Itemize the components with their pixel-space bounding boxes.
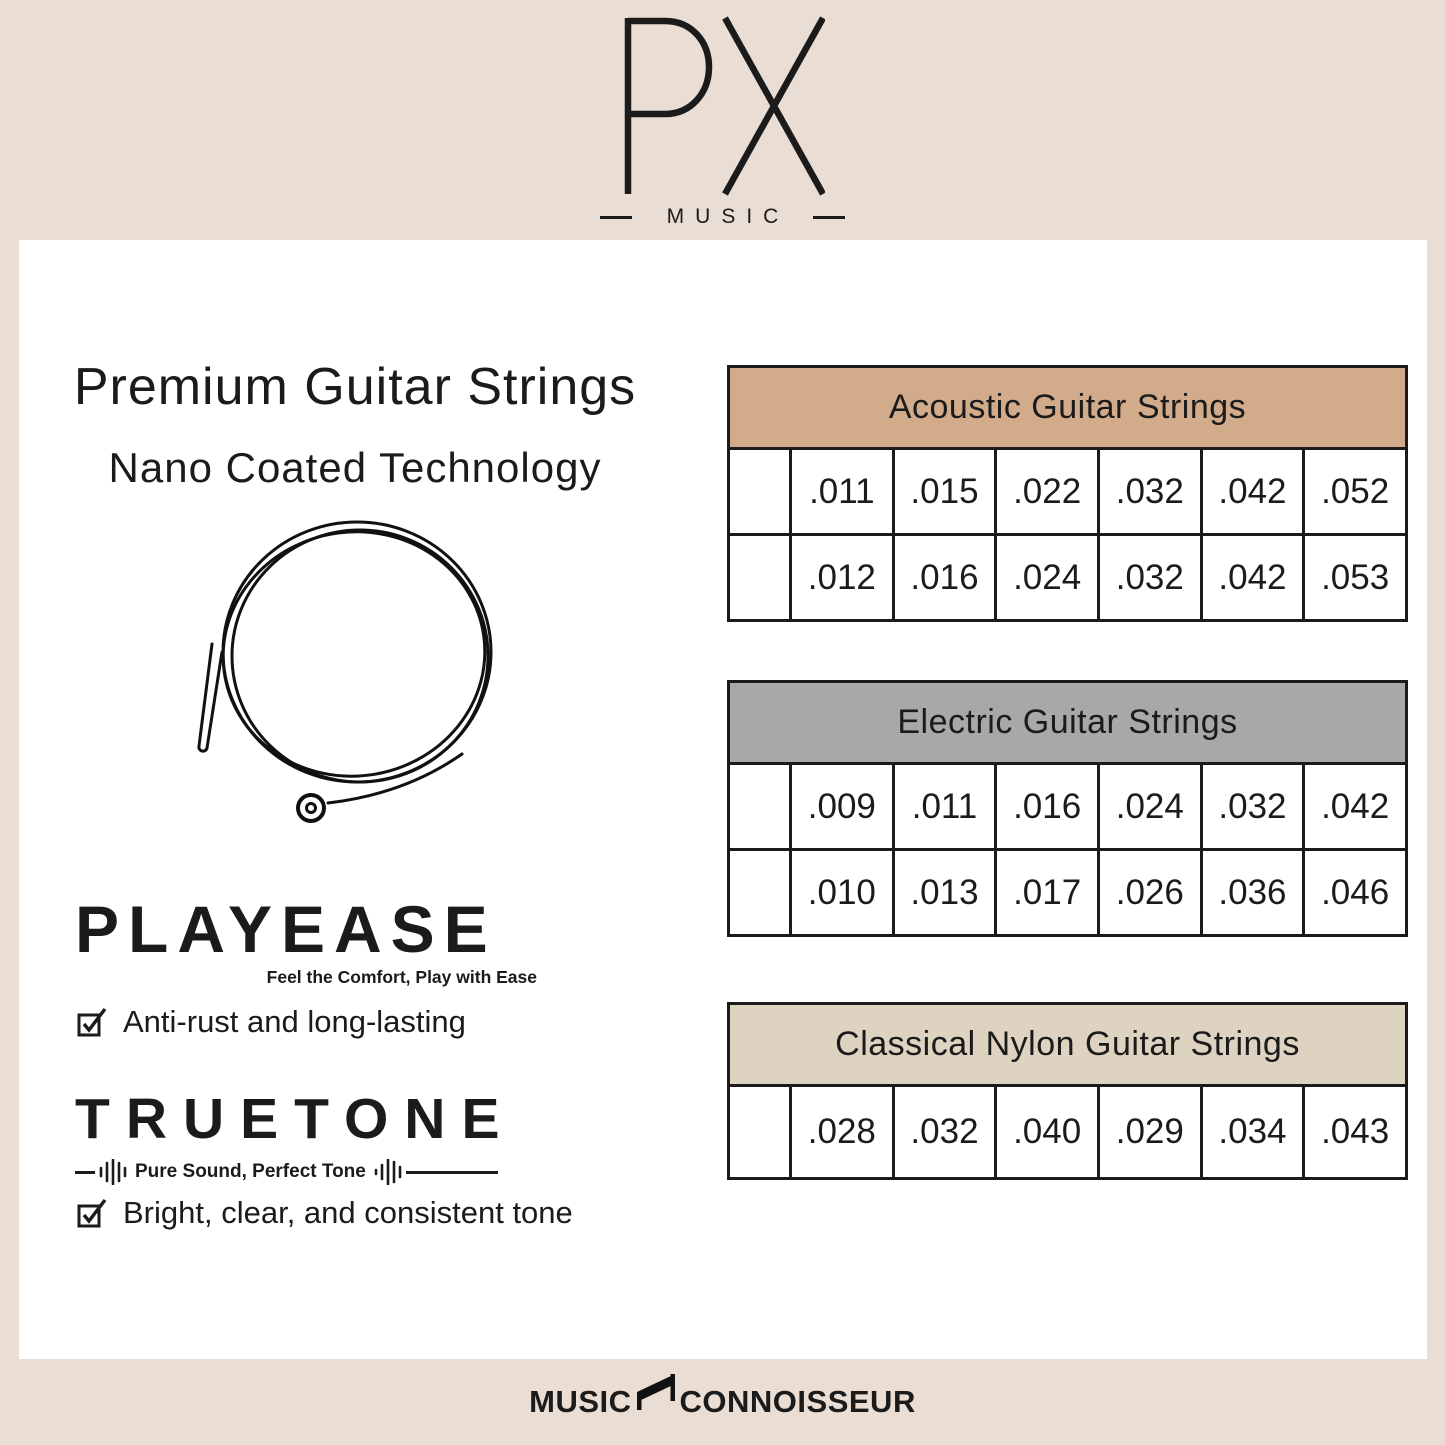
electric-table-title: Electric Guitar Strings xyxy=(729,682,1407,764)
gauge-cell: .011 xyxy=(893,764,996,850)
gauge-cell: .042 xyxy=(1201,535,1304,621)
gauge-cell: .032 xyxy=(1098,449,1201,535)
truetone-logo: TRUETONE xyxy=(75,1087,516,1151)
header-band xyxy=(0,0,1445,240)
logo-dash-left xyxy=(600,216,632,219)
footer-word-connoisseur: CONNOISSEUR xyxy=(679,1384,916,1419)
music-connoisseur-logo xyxy=(529,1382,916,1422)
checked-box-icon xyxy=(77,1007,108,1037)
tagline-dash-right xyxy=(406,1171,498,1174)
feature-anti-rust xyxy=(77,1004,466,1040)
music-note-icon xyxy=(633,1370,679,1410)
title-block xyxy=(55,358,655,492)
gauge-cell: .036 xyxy=(1201,850,1304,936)
gauge-cell: .029 xyxy=(1098,1086,1201,1179)
gauge-cell: .052 xyxy=(1304,449,1407,535)
gauge-cell: .024 xyxy=(1098,764,1201,850)
playease-tagline: Feel the Comfort, Play with Ease xyxy=(266,967,537,987)
gauge-cell: .024 xyxy=(996,535,1099,621)
gauge-cell: .009 xyxy=(791,764,894,850)
playease-logo: PLAYEASE xyxy=(75,892,497,966)
sound-wave-icon xyxy=(98,1159,128,1185)
classical-strings-table xyxy=(727,1002,1408,1180)
gauge-cell: .042 xyxy=(1201,449,1304,535)
gauge-cell: .016 xyxy=(893,535,996,621)
row-label-cell xyxy=(729,535,791,621)
content-panel xyxy=(19,240,1427,1359)
acoustic-strings-table xyxy=(727,365,1408,622)
brand-logo-subline xyxy=(600,205,846,229)
classical-table-title: Classical Nylon Guitar Strings xyxy=(729,1004,1407,1086)
gauge-cell: .034 xyxy=(1201,1086,1304,1179)
feature-label: Bright, clear, and consistent tone xyxy=(123,1195,573,1230)
electric-strings-table xyxy=(727,680,1408,937)
truetone-tagline-row xyxy=(75,1159,595,1185)
row-label-cell xyxy=(729,764,791,850)
checked-box-icon xyxy=(77,1198,108,1228)
table-row xyxy=(729,449,1407,535)
feature-label: Anti-rust and long-lasting xyxy=(123,1004,466,1039)
table-row xyxy=(729,535,1407,621)
gauge-cell: .022 xyxy=(996,449,1099,535)
gauge-cell: .026 xyxy=(1098,850,1201,936)
gauge-cell: .046 xyxy=(1304,850,1407,936)
truetone-brand-block xyxy=(75,1087,595,1185)
truetone-tagline: Pure Sound, Perfect Tone xyxy=(135,1161,366,1182)
sound-wave-icon xyxy=(373,1159,403,1185)
gauge-cell: .053 xyxy=(1304,535,1407,621)
table-row xyxy=(729,850,1407,936)
gauge-cell: .040 xyxy=(996,1086,1099,1179)
product-title: Premium Guitar Strings xyxy=(73,358,637,416)
row-label-cell xyxy=(729,1086,791,1179)
brand-sub-label: MUSIC xyxy=(666,205,790,228)
footer-band xyxy=(0,1359,1445,1445)
gauge-cell: .015 xyxy=(893,449,996,535)
gauge-cell: .017 xyxy=(996,850,1099,936)
gauge-cell: .012 xyxy=(791,535,894,621)
row-label-cell xyxy=(729,449,791,535)
gauge-cell: .016 xyxy=(996,764,1099,850)
row-label-cell xyxy=(729,850,791,936)
px-logo-icon xyxy=(621,16,825,196)
gauge-cell: .032 xyxy=(893,1086,996,1179)
gauge-cell: .010 xyxy=(791,850,894,936)
guitar-string-coil-drawing xyxy=(150,506,570,826)
logo-dash-right xyxy=(813,216,845,219)
gauge-cell: .028 xyxy=(791,1086,894,1179)
acoustic-table-title: Acoustic Guitar Strings xyxy=(729,367,1407,449)
gauge-cell: .032 xyxy=(1201,764,1304,850)
gauge-cell: .032 xyxy=(1098,535,1201,621)
table-row xyxy=(729,1086,1407,1179)
gauge-cell: .011 xyxy=(791,449,894,535)
gauge-cell: .043 xyxy=(1304,1086,1407,1179)
feature-bright-tone xyxy=(77,1195,573,1231)
footer-word-music: MUSIC xyxy=(529,1384,632,1419)
product-subtitle: Nano Coated Technology xyxy=(108,443,602,491)
gauge-cell: .013 xyxy=(893,850,996,936)
tagline-dash-left xyxy=(75,1171,95,1174)
gauge-cell: .042 xyxy=(1304,764,1407,850)
table-row xyxy=(729,764,1407,850)
playease-brand-block xyxy=(75,892,537,988)
